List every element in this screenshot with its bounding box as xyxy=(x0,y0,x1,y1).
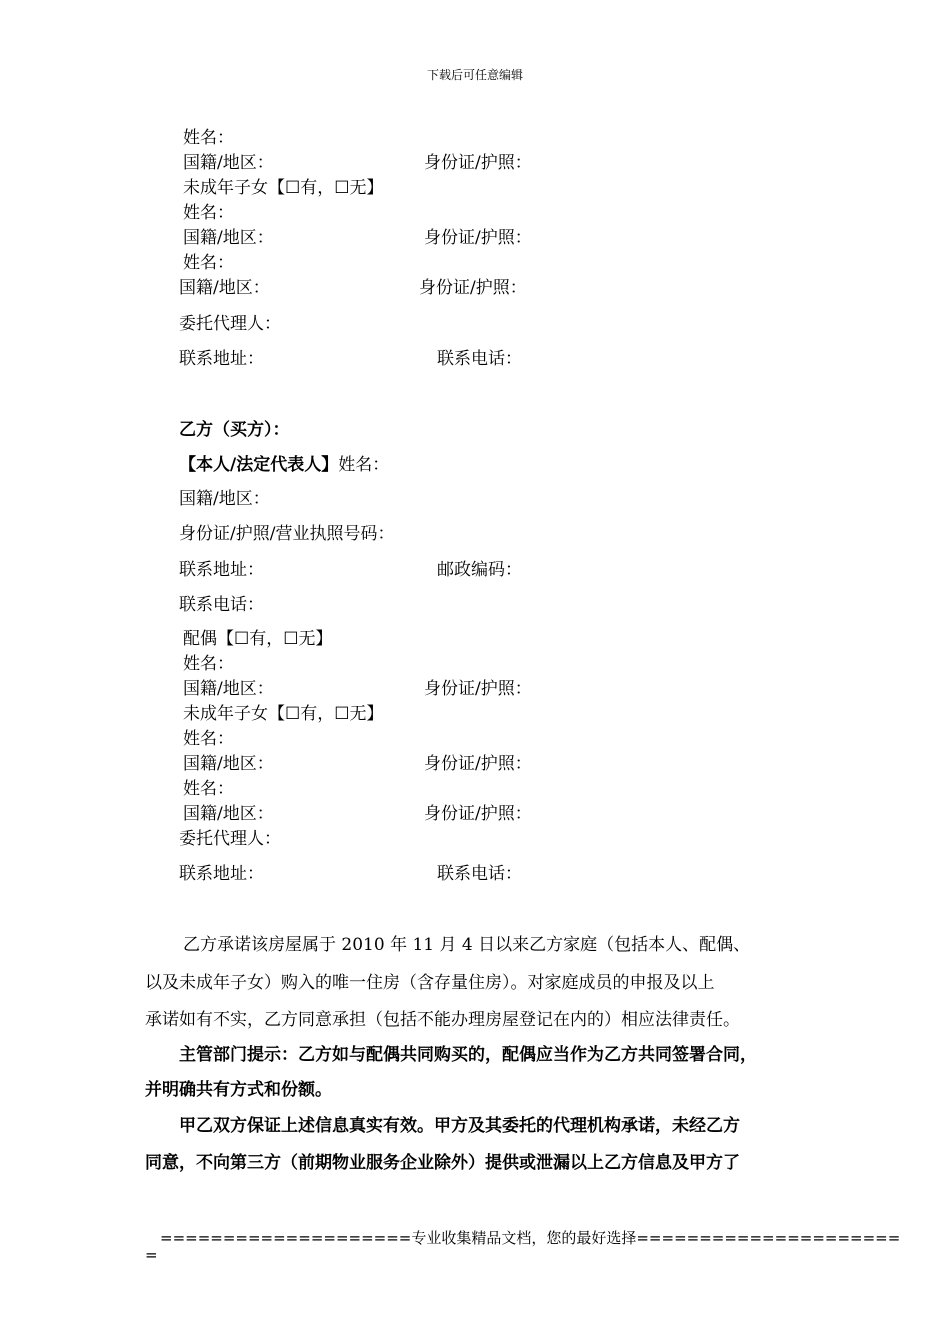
seller-child1-nationality: 国籍/地区： xyxy=(183,228,274,248)
buyer-child1-id: 身份证/护照： xyxy=(424,754,532,774)
buyer-child2-nationality: 国籍/地区： xyxy=(183,804,274,824)
buyer-child2-name: 姓名： xyxy=(183,779,234,799)
buyer-spouse-id: 身份证/护照： xyxy=(424,679,532,699)
seller-child2-name: 姓名： xyxy=(183,253,234,273)
page-footer: ====================专业收集精品文档，您的最好选择===================== xyxy=(160,1229,901,1247)
pledge-line-3: 承诺如有不实，乙方同意承担（包括不能办理房屋登记在内的）相应法律责任。 xyxy=(145,1010,740,1030)
buyer-spouse: 配偶【☐有，☐无】 xyxy=(183,629,333,649)
buyer-spouse-nationality: 国籍/地区： xyxy=(183,679,274,699)
buyer-heading: 乙方（买方）： xyxy=(179,420,290,440)
buyer-agent: 委托代理人： xyxy=(179,829,281,849)
buyer-representative xyxy=(179,455,389,475)
page-footer-wrap: = xyxy=(145,1246,158,1264)
pledge-line-1: 乙方承诺该房屋属于 2010 年 11 月 4 日以来乙方家庭（包括本人、配偶、 xyxy=(183,935,751,955)
guarantee-line-2: 同意，不向第三方（前期物业服务企业除外）提供或泄漏以上乙方信息及甲方了 xyxy=(145,1153,740,1173)
guarantee-line-1: 甲乙双方保证上述信息真实有效。甲方及其委托的代理机构承诺，未经乙方 xyxy=(179,1116,740,1136)
buyer-phone: 联系电话： xyxy=(179,595,264,615)
buyer-postcode: 邮政编码： xyxy=(437,560,522,580)
seller-minor2-nationality: 国籍/地区： xyxy=(183,153,274,173)
buyer-child1-nationality: 国籍/地区： xyxy=(183,754,274,774)
buyer-child1-name: 姓名： xyxy=(183,729,234,749)
seller-phone: 联系电话： xyxy=(437,349,522,369)
buyer-address: 联系地址： xyxy=(179,560,264,580)
buyer-spouse-name: 姓名： xyxy=(183,654,234,674)
pledge-line-2: 以及未成年子女）购入的唯一住房（含存量住房）。对家庭成员的申报及以上 xyxy=(145,973,715,993)
buyer-rep-label: 【本人/法定代表人】 xyxy=(179,455,339,475)
buyer-child2-id: 身份证/护照： xyxy=(424,804,532,824)
seller-address: 联系地址： xyxy=(179,349,264,369)
buyer-rep-name: 姓名： xyxy=(338,455,390,475)
buyer-address-2: 联系地址： xyxy=(179,864,264,884)
seller-child1-id: 身份证/护照： xyxy=(424,228,532,248)
seller-minor2-id: 身份证/护照： xyxy=(424,153,532,173)
seller-child2-nationality: 国籍/地区： xyxy=(179,278,270,298)
buyer-id-license: 身份证/护照/营业执照号码： xyxy=(179,524,395,544)
notice-line-1: 主管部门提示：乙方如与配偶共同购买的，配偶应当作为乙方共同签署合同， xyxy=(179,1045,757,1065)
seller-child2-id: 身份证/护照： xyxy=(419,278,527,298)
buyer-phone-2: 联系电话： xyxy=(437,864,522,884)
buyer-nationality: 国籍/地区： xyxy=(179,489,270,509)
seller-minor-children: 未成年子女【☐有，☐无】 xyxy=(183,178,384,198)
page-header: 下载后可任意编辑 xyxy=(426,68,523,82)
seller-minor2-name: 姓名： xyxy=(183,128,234,148)
seller-agent: 委托代理人： xyxy=(179,314,281,334)
notice-line-2: 并明确共有方式和份额。 xyxy=(145,1080,332,1100)
seller-child1-name: 姓名： xyxy=(183,203,234,223)
buyer-minor-children: 未成年子女【☐有，☐无】 xyxy=(183,704,384,724)
